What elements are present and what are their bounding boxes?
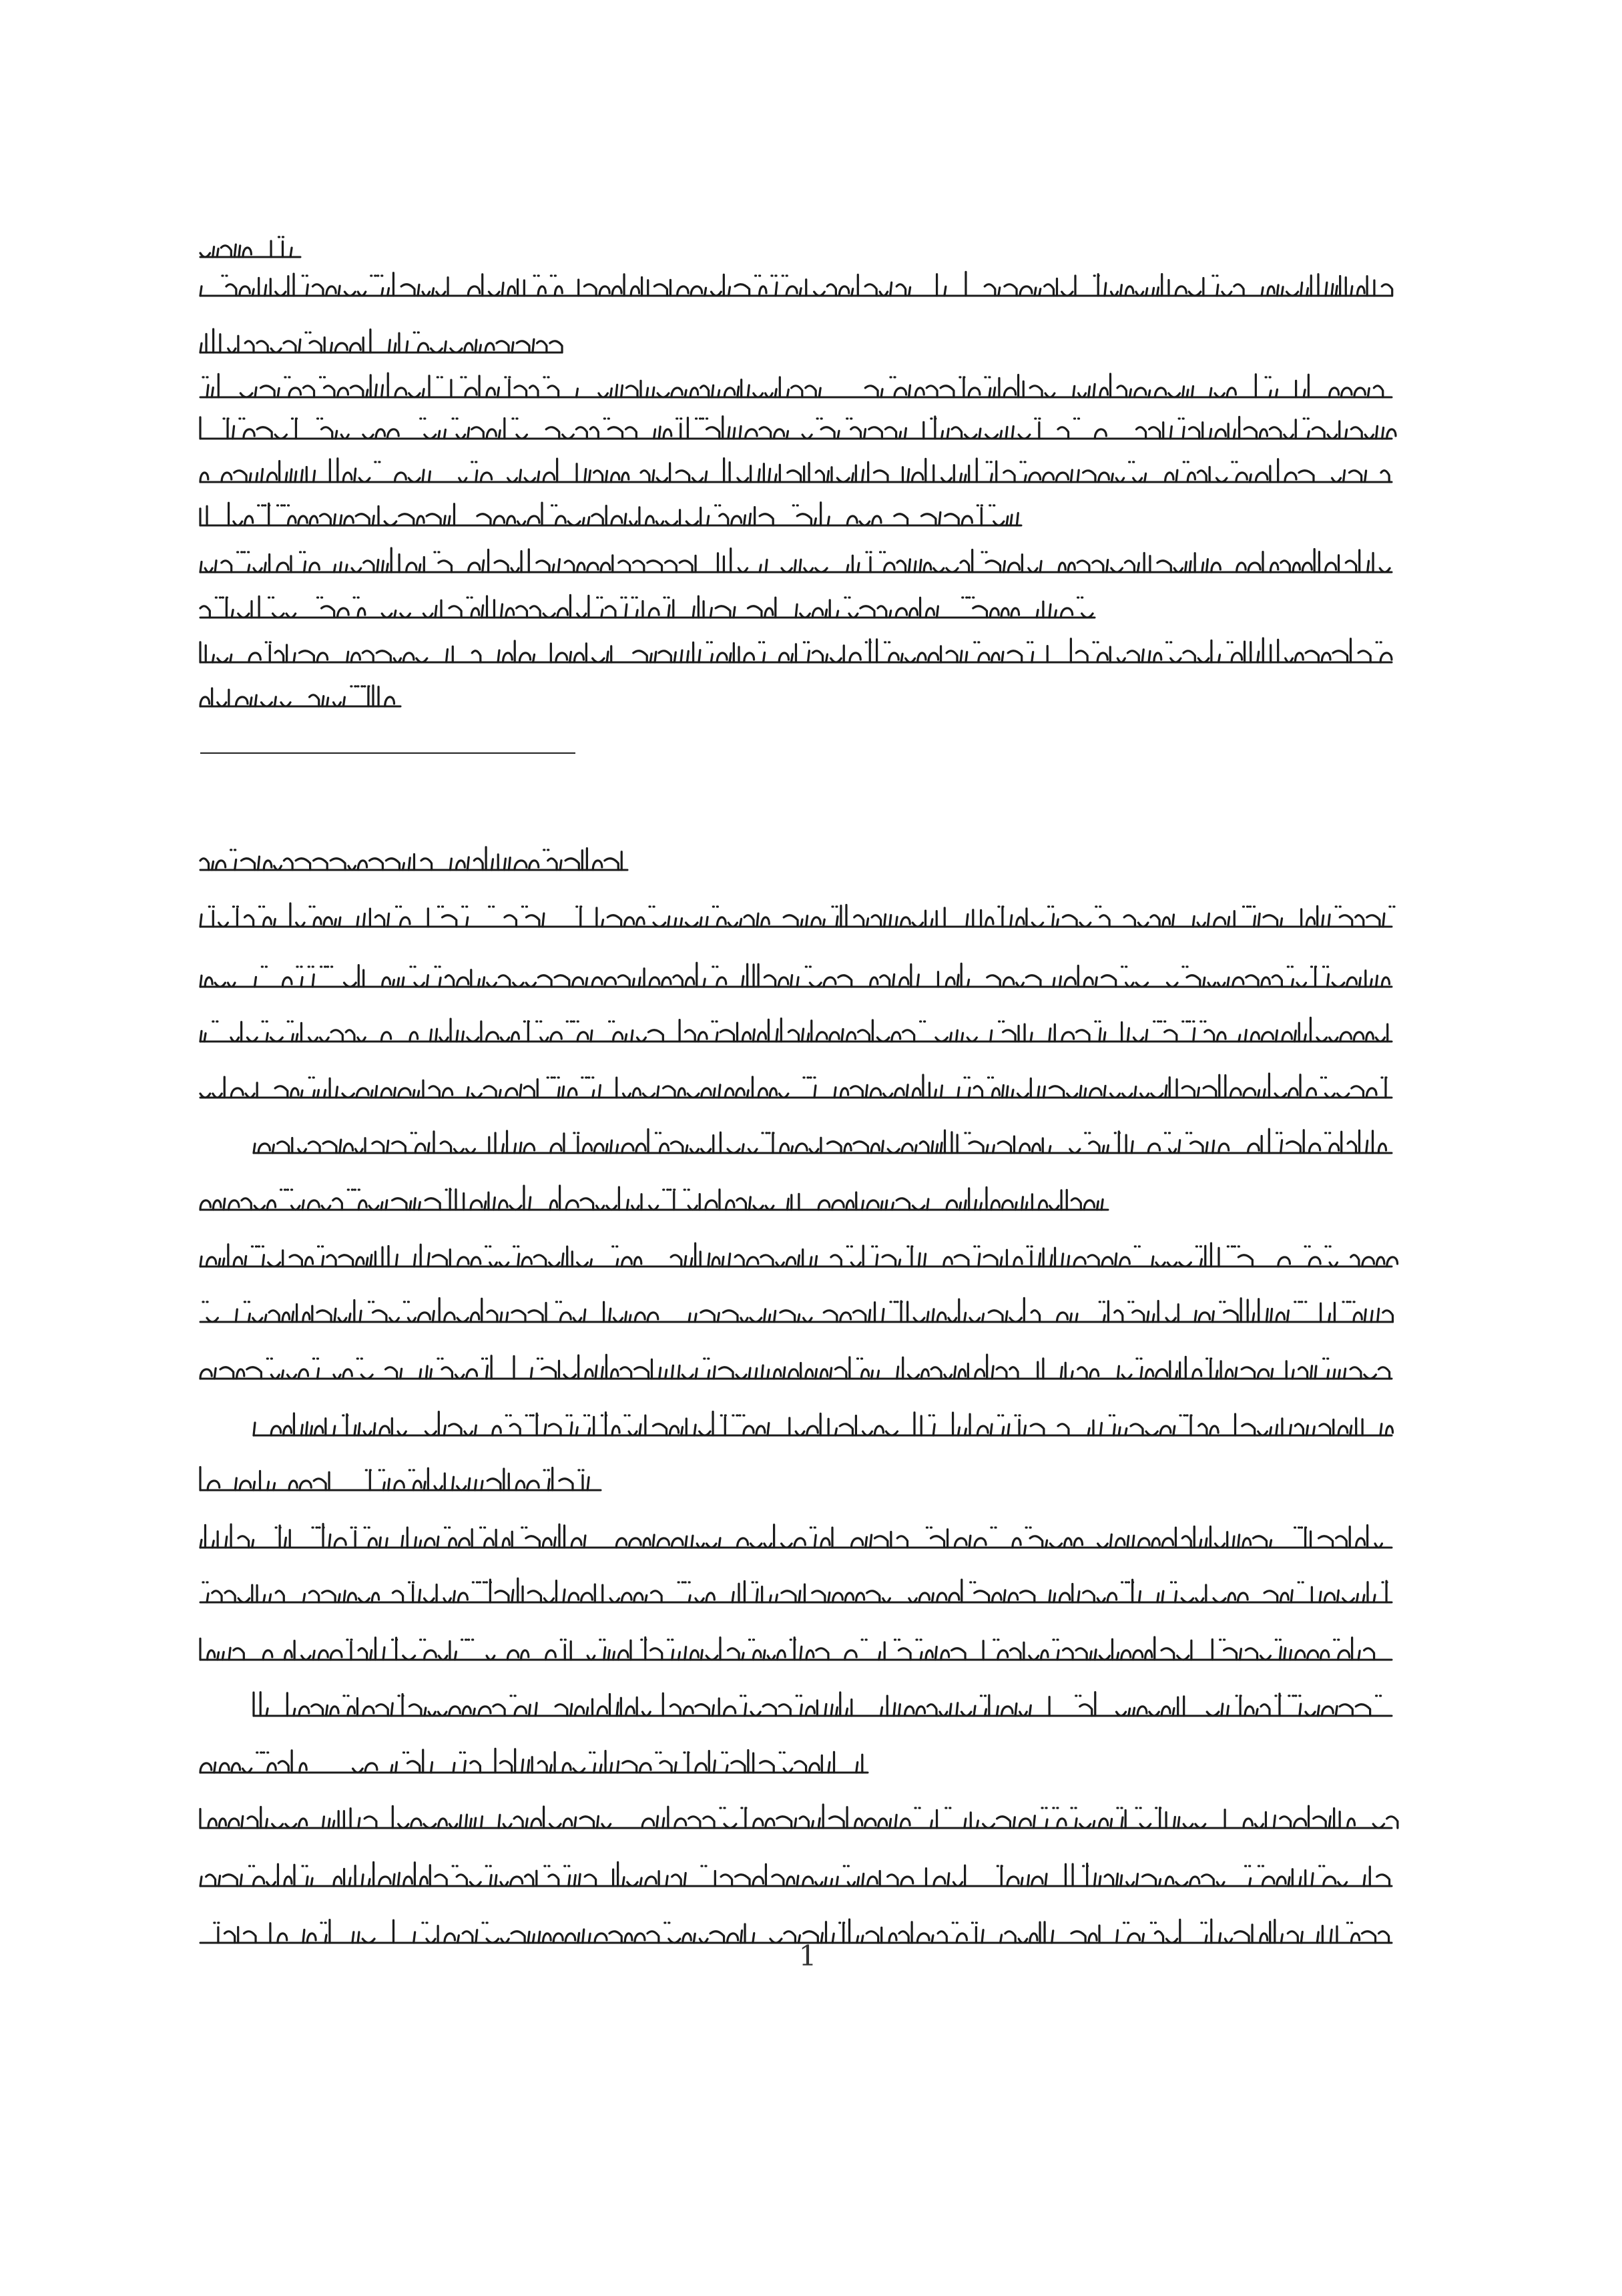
body-text-line — [200, 1298, 1392, 1322]
body-text-line — [200, 1074, 1392, 1098]
body-text-line — [200, 1467, 601, 1490]
footnote-line — [200, 686, 400, 706]
body-text-line — [200, 1017, 1392, 1042]
footnote-line — [200, 459, 1392, 482]
footnote-line — [200, 329, 562, 353]
footnote-line — [200, 272, 1392, 296]
body-text-line — [200, 1749, 868, 1773]
body-text-line — [200, 1186, 1108, 1210]
footnote-line — [200, 638, 1392, 662]
body-text-line — [254, 1692, 1392, 1716]
footnote-line — [200, 237, 300, 257]
footnote-line — [200, 595, 1095, 618]
body-text-line — [200, 1862, 1392, 1886]
body-text-line — [200, 847, 627, 870]
body-text-line — [200, 963, 1392, 987]
footnote-line — [200, 548, 1392, 572]
body-text-line — [200, 1243, 1398, 1267]
footnote-line — [200, 373, 1392, 397]
body-text-line — [200, 1524, 1392, 1548]
body-text-line — [200, 903, 1394, 927]
footnote-line — [200, 503, 1021, 525]
body-text-line — [200, 1578, 1392, 1602]
footnote-line — [200, 417, 1396, 439]
body-text-line — [200, 1637, 1392, 1660]
page-number: 1 — [798, 1939, 817, 1972]
body-text-line — [254, 1411, 1392, 1435]
body-text-line — [254, 1129, 1392, 1153]
body-text-line — [200, 1805, 1398, 1828]
body-text-line — [200, 1355, 1392, 1379]
